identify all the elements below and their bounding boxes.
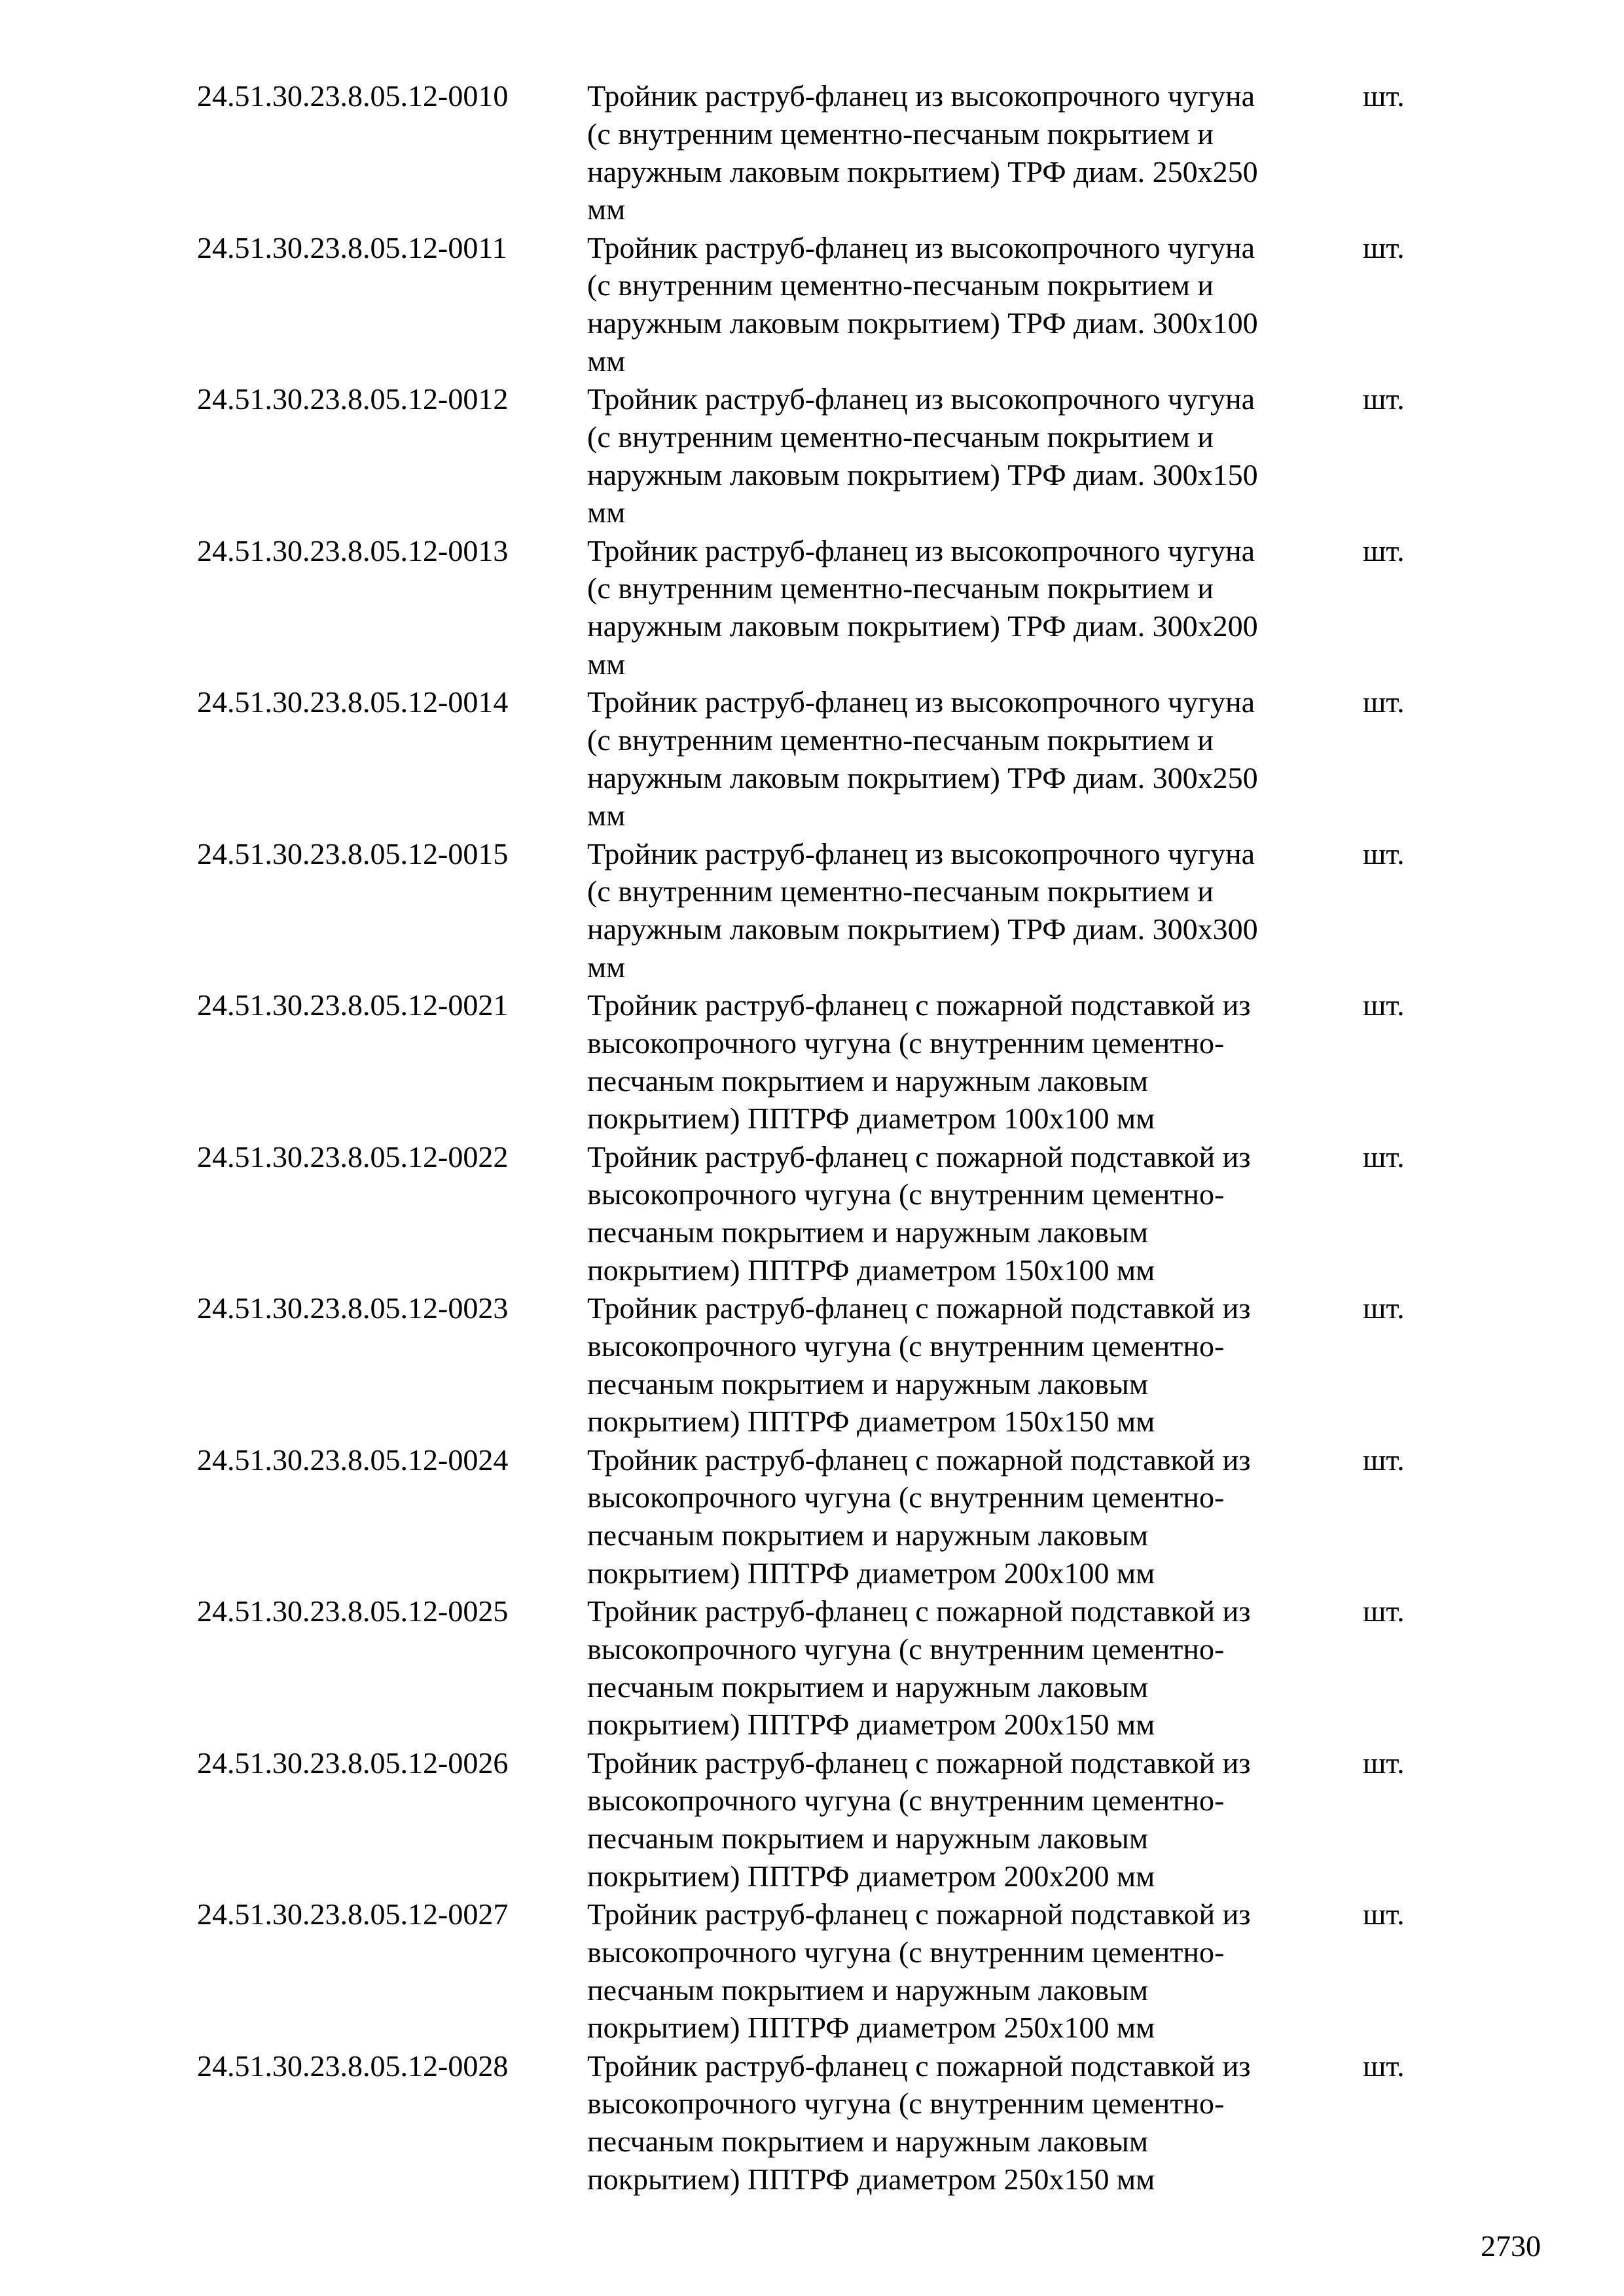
table-row xyxy=(0,683,1624,835)
description-line: наружным лаковым покрытием) ТРФ диам. 300х200 xyxy=(587,609,1258,643)
item-description xyxy=(587,2047,1346,2198)
table-row xyxy=(0,986,1624,1138)
description-line: наружным лаковым покрытием) ТРФ диам. 300х100 xyxy=(587,306,1258,340)
item-description xyxy=(587,1289,1346,1441)
item-unit: шт. xyxy=(1363,988,1405,1022)
description-line: Тройник раструб-фланец с пожарной подставкой из xyxy=(587,2049,1251,2083)
description-line: мм xyxy=(587,798,626,833)
item-code: 24.51.30.23.8.05.12-0024 xyxy=(197,1443,509,1477)
description-line: мм xyxy=(587,344,626,378)
description-line: наружным лаковым покрытием) ТРФ диам. 300х300 xyxy=(587,912,1258,946)
description-line: Тройник раструб-фланец с пожарной подставкой из xyxy=(587,1746,1251,1780)
table-row xyxy=(0,1744,1624,1896)
item-description xyxy=(587,986,1346,1138)
item-description xyxy=(587,1138,1346,1289)
description-line: песчаным покрытием и наружным лаковым xyxy=(587,1215,1148,1249)
description-line: Тройник раструб-фланец с пожарной подставкой из xyxy=(587,1291,1251,1325)
item-code: 24.51.30.23.8.05.12-0027 xyxy=(197,1897,509,1931)
description-line: Тройник раструб-фланец из высокопрочного чугуна xyxy=(587,836,1255,870)
description-line: песчаным покрытием и наружным лаковым xyxy=(587,1973,1148,2007)
description-line: Тройник раструб-фланец из высокопрочного чугуна xyxy=(587,230,1255,264)
description-line: Тройник раструб-фланец с пожарной подставкой из xyxy=(587,1594,1251,1628)
item-code: 24.51.30.23.8.05.12-0013 xyxy=(197,533,509,567)
item-description xyxy=(587,835,1346,986)
description-line: покрытием) ППТРФ диаметром 250х100 мм xyxy=(587,2011,1155,2045)
table-row xyxy=(0,380,1624,532)
description-line: наружным лаковым покрытием) ТРФ диам. 250х250 xyxy=(587,154,1258,188)
item-code: 24.51.30.23.8.05.12-0028 xyxy=(197,2049,509,2083)
description-line: наружным лаковым покрытием) ТРФ диам. 300х250 xyxy=(587,761,1258,795)
description-line: Тройник раструб-фланец с пожарной подставкой из xyxy=(587,1443,1251,1477)
item-code: 24.51.30.23.8.05.12-0012 xyxy=(197,382,509,416)
description-line: Тройник раструб-фланец из высокопрочного чугуна xyxy=(587,382,1255,416)
item-description xyxy=(587,1744,1346,1895)
price-table xyxy=(0,77,1624,2198)
item-description xyxy=(587,380,1346,531)
description-line: (с внутренним цементно-песчаным покрытием и xyxy=(587,723,1214,757)
table-row xyxy=(0,1592,1624,1744)
description-line: высокопрочного чугуна (с внутренним цементно- xyxy=(587,1935,1225,1969)
table-row xyxy=(0,2047,1624,2199)
description-line: мм xyxy=(587,950,626,984)
description-line: покрытием) ППТРФ диаметром 200х200 мм xyxy=(587,1859,1155,1893)
item-description xyxy=(587,77,1346,228)
description-line: покрытием) ППТРФ диаметром 250х150 мм xyxy=(587,2162,1155,2196)
description-line: Тройник раструб-фланец с пожарной подставкой из xyxy=(587,1139,1251,1174)
description-line: покрытием) ППТРФ диаметром 200х150 мм xyxy=(587,1708,1155,1742)
item-code: 24.51.30.23.8.05.12-0015 xyxy=(197,836,509,870)
description-line: покрытием) ППТРФ диаметром 150х150 мм xyxy=(587,1405,1155,1439)
item-unit: шт. xyxy=(1363,836,1405,870)
description-line: покрытием) ППТРФ диаметром 150х100 мм xyxy=(587,1253,1155,1287)
description-line: песчаным покрытием и наружным лаковым xyxy=(587,1367,1148,1401)
description-line: мм xyxy=(587,495,626,529)
item-unit: шт. xyxy=(1363,1291,1405,1325)
item-description xyxy=(587,229,1346,380)
description-line: (с внутренним цементно-песчаным покрытием и xyxy=(587,874,1214,908)
item-unit: шт. xyxy=(1363,230,1405,264)
item-description xyxy=(587,683,1346,834)
item-code: 24.51.30.23.8.05.12-0021 xyxy=(197,988,509,1022)
item-description xyxy=(587,1441,1346,1592)
description-line: Тройник раструб-фланец с пожарной подставкой из xyxy=(587,988,1251,1022)
item-unit: шт. xyxy=(1363,1443,1405,1477)
item-unit: шт. xyxy=(1363,685,1405,719)
table-row xyxy=(0,77,1624,229)
description-line: Тройник раструб-фланец из высокопрочного чугуна xyxy=(587,79,1255,113)
description-line: (с внутренним цементно-песчаным покрытием и xyxy=(587,268,1214,302)
description-line: песчаным покрытием и наружным лаковым xyxy=(587,2125,1148,2159)
item-unit: шт. xyxy=(1363,1594,1405,1628)
item-unit: шт. xyxy=(1363,533,1405,567)
description-line: высокопрочного чугуна (с внутренним цементно- xyxy=(587,1329,1225,1363)
item-description xyxy=(587,1592,1346,1744)
description-line: мм xyxy=(587,192,626,226)
table-row xyxy=(0,532,1624,684)
description-line: высокопрочного чугуна (с внутренним цементно- xyxy=(587,2087,1225,2121)
description-line: мм xyxy=(587,647,626,681)
description-line: Тройник раструб-фланец из высокопрочного чугуна xyxy=(587,533,1255,567)
table-row xyxy=(0,229,1624,381)
description-line: (с внутренним цементно-песчаным покрытием и xyxy=(587,571,1214,605)
description-line: высокопрочного чугуна (с внутренним цементно- xyxy=(587,1784,1225,1818)
description-line: покрытием) ППТРФ диаметром 200х100 мм xyxy=(587,1556,1155,1590)
description-line: высокопрочного чугуна (с внутренним цементно- xyxy=(587,1026,1225,1060)
item-code: 24.51.30.23.8.05.12-0023 xyxy=(197,1291,509,1325)
description-line: песчаным покрытием и наружным лаковым xyxy=(587,1670,1148,1704)
item-unit: шт. xyxy=(1363,1139,1405,1174)
item-unit: шт. xyxy=(1363,2049,1405,2083)
description-line: песчаным покрытием и наружным лаковым xyxy=(587,1064,1148,1098)
item-code: 24.51.30.23.8.05.12-0014 xyxy=(197,685,509,719)
description-line: Тройник раструб-фланец с пожарной подставкой из xyxy=(587,1897,1251,1931)
description-line: песчаным покрытием и наружным лаковым xyxy=(587,1518,1148,1552)
table-row xyxy=(0,835,1624,987)
table-row xyxy=(0,1895,1624,2047)
table-row xyxy=(0,1441,1624,1593)
description-line: Тройник раструб-фланец из высокопрочного чугуна xyxy=(587,685,1255,719)
description-line: высокопрочного чугуна (с внутренним цементно- xyxy=(587,1177,1225,1211)
page-number: 2730 xyxy=(1481,2229,1541,2263)
item-unit: шт. xyxy=(1363,79,1405,113)
table-row xyxy=(0,1138,1624,1290)
item-description xyxy=(587,1895,1346,2047)
table-row xyxy=(0,1289,1624,1441)
description-line: песчаным покрытием и наружным лаковым xyxy=(587,1821,1148,1856)
item-unit: шт. xyxy=(1363,1746,1405,1780)
item-description xyxy=(587,532,1346,683)
item-code: 24.51.30.23.8.05.12-0022 xyxy=(197,1139,509,1174)
description-line: высокопрочного чугуна (с внутренним цементно- xyxy=(587,1480,1225,1515)
item-unit: шт. xyxy=(1363,1897,1405,1931)
description-line: (с внутренним цементно-песчаным покрытием и xyxy=(587,420,1214,454)
description-line: наружным лаковым покрытием) ТРФ диам. 300х150 xyxy=(587,457,1258,492)
description-line: покрытием) ППТРФ диаметром 100х100 мм xyxy=(587,1102,1155,1136)
item-code: 24.51.30.23.8.05.12-0010 xyxy=(197,79,509,113)
description-line: (с внутренним цементно-песчаным покрытием и xyxy=(587,117,1214,151)
item-unit: шт. xyxy=(1363,382,1405,416)
item-code: 24.51.30.23.8.05.12-0025 xyxy=(197,1594,509,1628)
description-line: высокопрочного чугуна (с внутренним цементно- xyxy=(587,1632,1225,1666)
item-code: 24.51.30.23.8.05.12-0011 xyxy=(197,230,507,264)
item-code: 24.51.30.23.8.05.12-0026 xyxy=(197,1746,509,1780)
